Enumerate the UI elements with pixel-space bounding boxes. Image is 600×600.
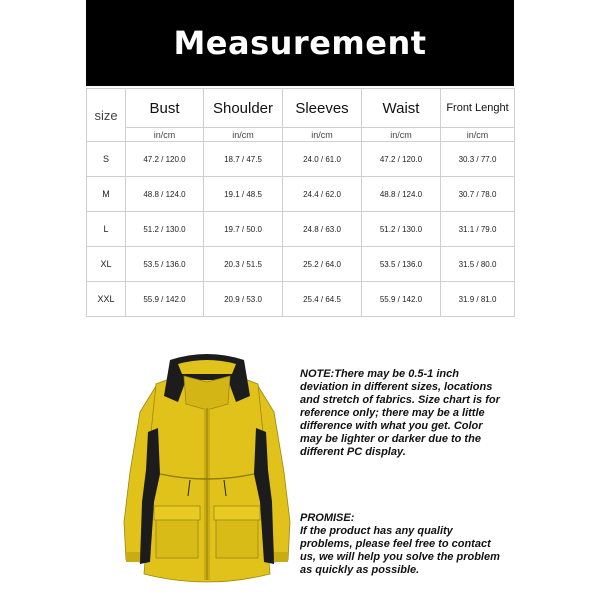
cell-shoulder: 20.9 / 53.0 bbox=[204, 282, 283, 317]
cell-sleeves: 25.4 / 64.5 bbox=[283, 282, 362, 317]
table-row bbox=[87, 282, 515, 317]
banner-title: Measurement bbox=[173, 24, 427, 62]
cell-front-length: 30.7 / 78.0 bbox=[441, 177, 515, 212]
cell-shoulder: 18.7 / 47.5 bbox=[204, 142, 283, 177]
table-row bbox=[87, 247, 515, 282]
unit-label: in/cm bbox=[441, 128, 515, 142]
size-note: NOTE:There may be 0.5-1 inch deviation in different sizes, locations and stretch of fabrics. Size chart is for reference only; there may be a little difference with what you get. Color may be lighter or darker due to the different PC display. bbox=[300, 368, 500, 458]
jacket-right-pocket-flap bbox=[214, 506, 260, 520]
header-sleeves: Sleeves bbox=[283, 89, 362, 128]
cell-bust: 48.8 / 124.0 bbox=[126, 177, 204, 212]
jacket-left-cuff bbox=[126, 552, 140, 562]
cell-sleeves: 24.8 / 63.0 bbox=[283, 212, 362, 247]
promise-block bbox=[300, 512, 500, 577]
header-row bbox=[87, 89, 515, 128]
cell-bust: 47.2 / 120.0 bbox=[126, 142, 204, 177]
size-label: M bbox=[87, 177, 126, 212]
cell-shoulder: 19.1 / 48.5 bbox=[204, 177, 283, 212]
size-label: L bbox=[87, 212, 126, 247]
table-row bbox=[87, 177, 515, 212]
cell-shoulder: 19.7 / 50.0 bbox=[204, 212, 283, 247]
promise-heading: PROMISE: bbox=[300, 512, 355, 524]
jacket-left-pocket-flap bbox=[154, 506, 200, 520]
cell-bust: 53.5 / 136.0 bbox=[126, 247, 204, 282]
cell-front-length: 31.9 / 81.0 bbox=[441, 282, 515, 317]
cell-waist: 51.2 / 130.0 bbox=[362, 212, 441, 247]
unit-label: in/cm bbox=[362, 128, 441, 142]
cell-shoulder: 20.3 / 51.5 bbox=[204, 247, 283, 282]
cell-bust: 55.9 / 142.0 bbox=[126, 282, 204, 317]
units-row bbox=[87, 128, 515, 142]
cell-front-length: 30.3 / 77.0 bbox=[441, 142, 515, 177]
header-shoulder: Shoulder bbox=[204, 89, 283, 128]
promise-text: If the product has any quality problems, please feel free to contact us, we will help you solve the problem as quickly as possible. bbox=[300, 525, 500, 576]
header-waist: Waist bbox=[362, 89, 441, 128]
size-label: XXL bbox=[87, 282, 126, 317]
cell-bust: 51.2 / 130.0 bbox=[126, 212, 204, 247]
unit-label: in/cm bbox=[204, 128, 283, 142]
table-row bbox=[87, 142, 515, 177]
cell-front-length: 31.5 / 80.0 bbox=[441, 247, 515, 282]
cell-sleeves: 24.0 / 61.0 bbox=[283, 142, 362, 177]
cell-waist: 55.9 / 142.0 bbox=[362, 282, 441, 317]
cell-waist: 48.8 / 124.0 bbox=[362, 177, 441, 212]
header-front-length: Front Lenght bbox=[441, 89, 515, 128]
jacket-right-cuff bbox=[274, 552, 288, 562]
size-chart-table bbox=[86, 88, 515, 317]
cell-waist: 47.2 / 120.0 bbox=[362, 142, 441, 177]
cell-sleeves: 24.4 / 62.0 bbox=[283, 177, 362, 212]
unit-label: in/cm bbox=[126, 128, 204, 142]
cell-sleeves: 25.2 / 64.0 bbox=[283, 247, 362, 282]
header-bust: Bust bbox=[126, 89, 204, 128]
size-label: S bbox=[87, 142, 126, 177]
table-row bbox=[87, 212, 515, 247]
unit-label: in/cm bbox=[283, 128, 362, 142]
size-column-header: size bbox=[87, 89, 126, 142]
jacket-hood-lining bbox=[178, 360, 236, 374]
measurement-banner bbox=[86, 0, 514, 86]
size-label: XL bbox=[87, 247, 126, 282]
cell-front-length: 31.1 / 79.0 bbox=[441, 212, 515, 247]
cell-waist: 53.5 / 136.0 bbox=[362, 247, 441, 282]
jacket-image bbox=[118, 352, 296, 588]
